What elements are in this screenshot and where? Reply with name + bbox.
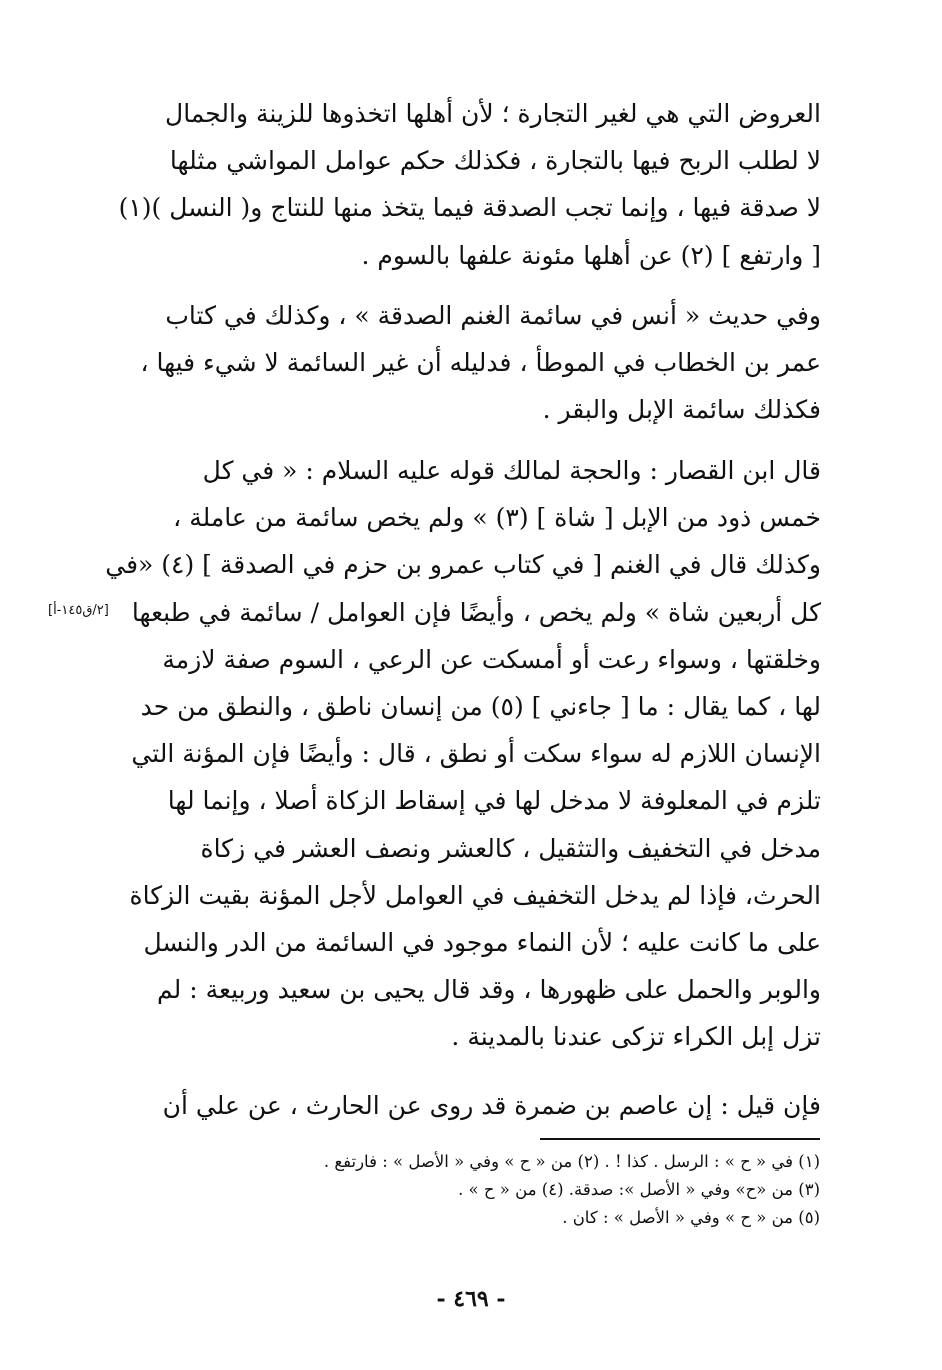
footnote-separator [540, 1138, 820, 1140]
text-line: [ وارتفع ] (٢) عن أهلها مئونة علفها بالسوم . [361, 240, 821, 270]
text-line: كل أربعين شاة » ولم يخص ، وأيضًا فإن العوامل / سائمة في طبعها [131, 597, 821, 627]
text-line: فكذلك سائمة الإبل والبقر . [542, 395, 821, 425]
footnote-line: (٥) من « ح » وفي « الأصل » : كان . [562, 1208, 820, 1227]
text-line: وخلقتها ، وسواء رعت أو أمسكت عن الرعي ، السوم صفة لازمة [162, 644, 821, 674]
paragraph-2 [138, 292, 821, 434]
paragraph-3 [105, 447, 821, 1061]
paragraph-4 [138, 1082, 821, 1129]
text-line: لا لطلب الربح فيها بالتجارة ، فكذلك حكم عوامل المواشي مثلها [169, 146, 821, 176]
text-line: تلزم في المعلوفة لا مدخل لها في إسقاط الزكاة أصلا ، وإنما لها [167, 786, 821, 816]
text-line: العروض التي هي لغير التجارة ؛ لأن أهلها اتخذوها للزينة والجمال [165, 99, 821, 128]
text-line: والوبر والحمل على ظهورها ، وقد قال يحيى بن سعيد وربيعة : لم [157, 975, 821, 1005]
text-line: وكذلك قال في الغنم [ في كتاب عمرو بن حزم في الصدقة ] (٤) «في [105, 550, 821, 580]
text-line: لها ، كما يقال : ما [ جاءني ] (٥) من إنسان ناطق ، والنطق من حد [140, 692, 821, 722]
text-line: خمس ذود من الإبل [ شاة ] (٣) » ولم يخص سائمة من عاملة ، [173, 503, 821, 533]
paragraph-1 [118, 90, 821, 279]
text-line: الإنسان اللازم له سواء سكت أو نطق ، قال : وأيضًا فإن المؤنة التي [131, 739, 821, 769]
text-line: تزل إبل الكراء تزكى عندنا بالمدينة . [451, 1022, 821, 1052]
text-line: لا صدقة فيها ، وإنما تجب الصدقة فيما يتخذ منها للنتاج و( النسل )(١) [118, 193, 821, 223]
text-line: عمر بن الخطاب في الموطأ ، فدليله أن غير السائمة لا شيء فيها ، [140, 348, 821, 378]
footnotes [323, 1148, 820, 1232]
manuscript-folio-marker: [٢/ق١٤٥-أ] [48, 603, 109, 618]
text-line: مدخل في التخفيف والتثقيل ، كالعشر ونصف العشر في زكاة [200, 833, 821, 863]
text-line: قال ابن القصار : والحجة لمالك قوله عليه السلام : « في كل [202, 456, 821, 485]
text-line: فإن قيل : إن عاصم بن ضمرة قد روى عن الحارث ، عن علي أن [162, 1091, 821, 1120]
text-line: الحرث، فإذا لم يدخل التخفيف في العوامل لأجل المؤنة بقيت الزكاة [129, 880, 821, 910]
text-line: وفي حديث « أنس في سائمة الغنم الصدقة » ، وكذلك في كتاب [165, 301, 821, 330]
page-number: - ٤٦٩ - [436, 1286, 506, 1312]
footnote-line: (١) في « ح » : الرسل . كذا ! . (٢) من « ح » وفي « الأصل » : فارتفع . [323, 1152, 820, 1171]
text-line: على ما كانت عليه ؛ لأن النماء موجود في السائمة من الدر والنسل [143, 928, 821, 958]
footnote-line: (٣) من «ح» وفي « الأصل »: صدقة. (٤) من « ح » . [458, 1180, 820, 1199]
